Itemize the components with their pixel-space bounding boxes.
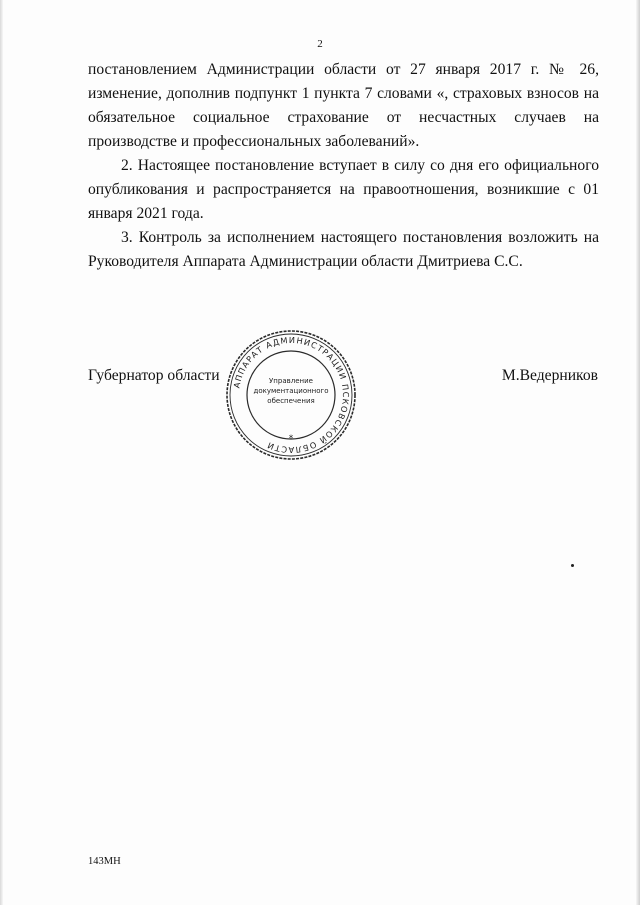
paragraph-2: 2. Настоящее постановление вступает в силу со дня его официального опубликования и распространяется на правоотношения, возникшие с 01 января 2021 года. xyxy=(88,157,599,222)
official-seal-stamp xyxy=(222,328,360,462)
scan-edge-right xyxy=(636,0,640,905)
stamp-center-line-1: Управление xyxy=(269,377,313,385)
document-body xyxy=(88,58,599,274)
stamp-center-line-3: обеспечения xyxy=(267,397,315,405)
paragraph-3: 3. Контроль за исполнением настоящего постановления возложить на Руководителя Аппарата Администрации области Дмитриева С.С. xyxy=(88,229,599,270)
stamp-inner-ring xyxy=(247,351,335,439)
paragraph-1: постановлением Администрации области от 27 января 2017 г. № 26, изменение, дополнив подпункт 1 пункта 7 словами «, страховых взносов на обязательное социальное страхование от несчастных случаев на производстве и профессиональных заболеваний». xyxy=(88,61,599,150)
stamp-ring-text: АППАРАТ АДМИНИСТРАЦИИ ПСКОВСКОЙ ОБЛАСТИ xyxy=(231,334,352,456)
scan-edge-left xyxy=(0,0,3,905)
scan-speck xyxy=(571,564,574,567)
stamp-center-line-2: документационного xyxy=(253,387,329,395)
signatory-title: Губернатор области xyxy=(88,367,220,384)
stamp-star: * xyxy=(288,434,294,444)
signatory-name: М.Ведерников xyxy=(501,367,598,384)
page-number: 2 xyxy=(317,38,323,50)
document-code: 143МН xyxy=(88,856,121,867)
